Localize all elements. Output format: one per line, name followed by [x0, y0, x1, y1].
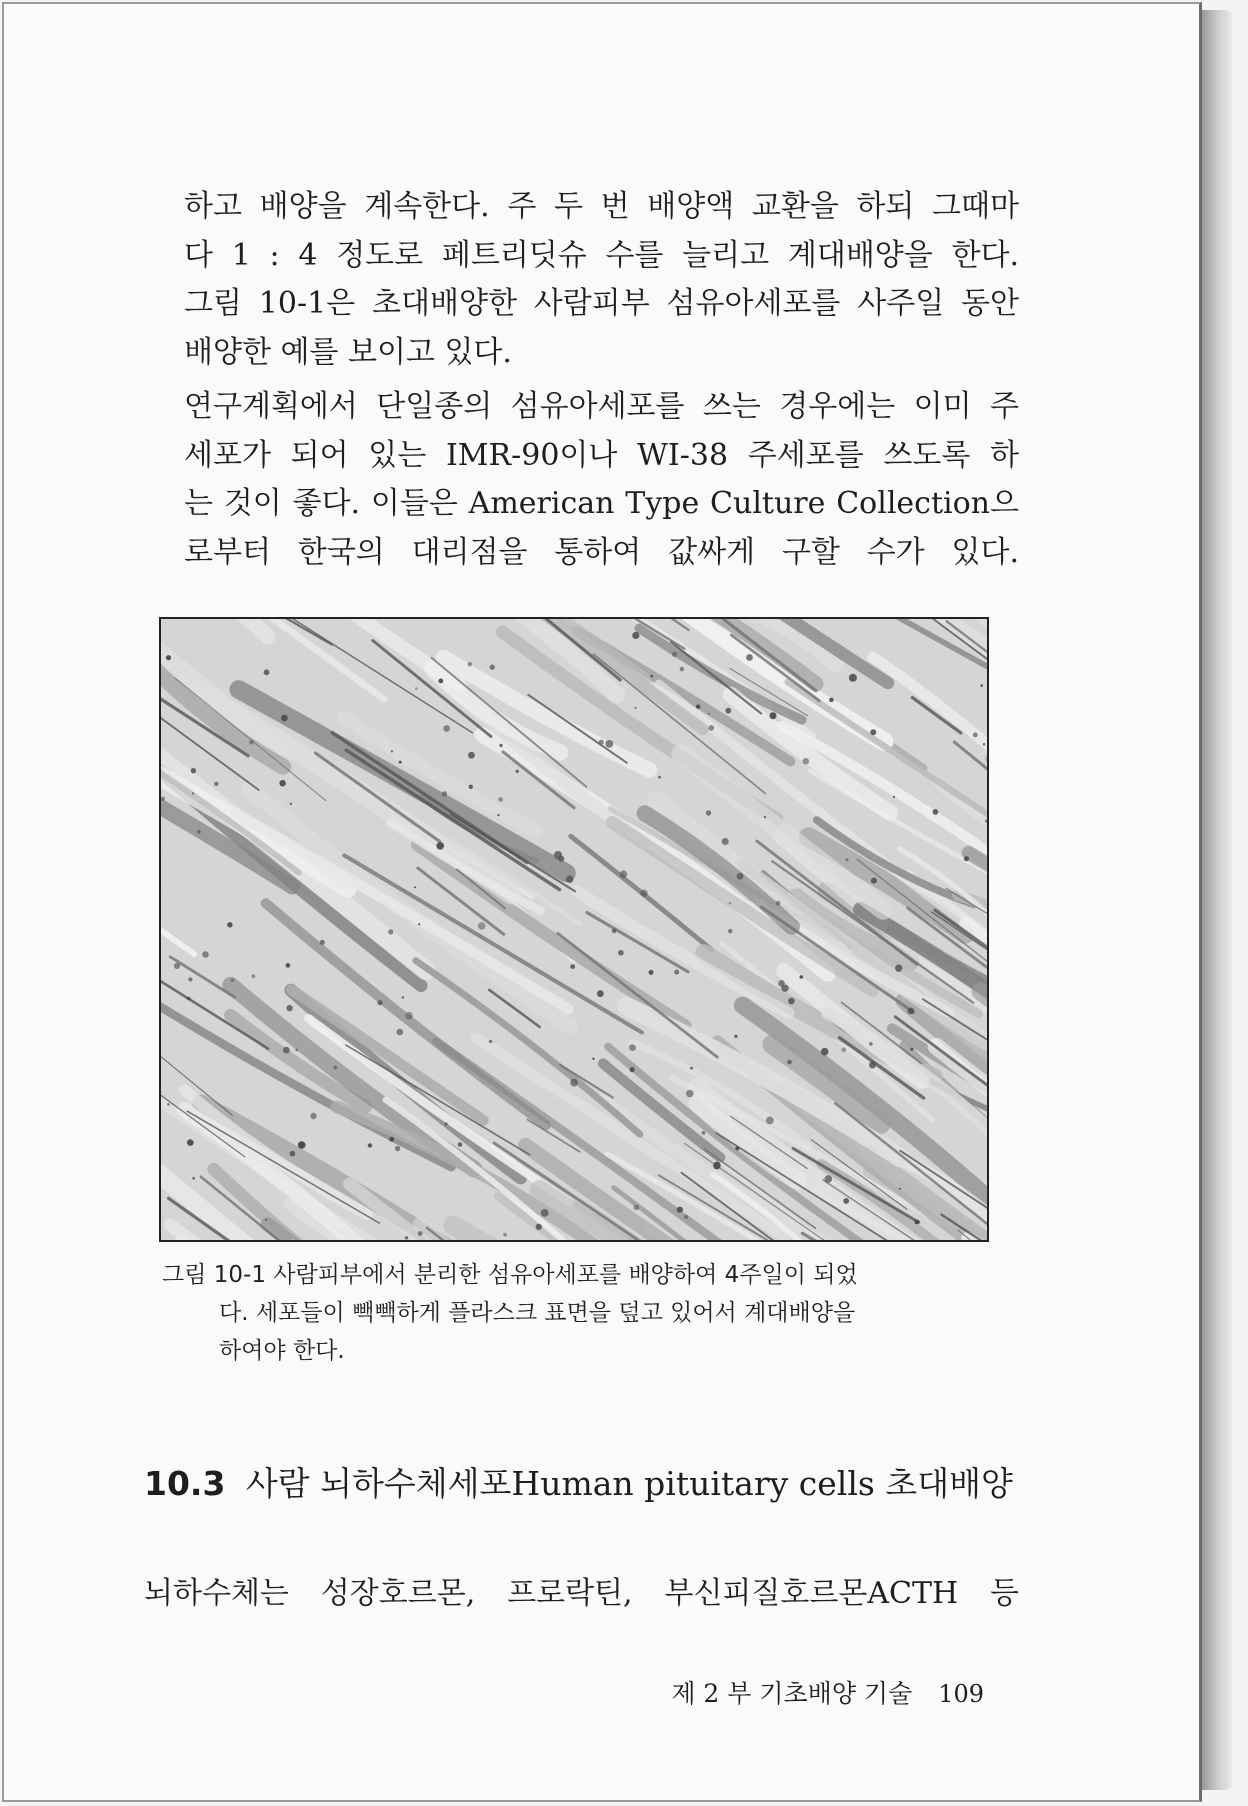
text-line: 그림 10-1은 초대배양한 사람피부 섬유아세포를 사주일 동안 [184, 286, 1019, 321]
section-title: 사람 뇌하수체세포Human pituitary cells 초대배양 [245, 1464, 1013, 1503]
text-line: 세포가 되어 있는 IMR-90이나 WI-38 주세포를 쓰도록 하 [184, 437, 1019, 473]
book-page [2, 2, 1202, 1802]
section-number: 10.3 [144, 1464, 226, 1503]
paragraph-2 [184, 383, 1019, 577]
footer-label: 제 2 부 기초배양 기술 [671, 1679, 913, 1708]
figure-caption [162, 1256, 1017, 1370]
text-line: 다 1 : 4 정도로 페트리딧슈 수를 늘리고 계대배양을 한다. [184, 237, 1019, 273]
text-line: 로부터 한국의 대리점을 통하여 값싸게 구할 수가 있다. [184, 534, 1019, 570]
text-line: 연구계획에서 단일종의 섬유아세포를 쓰는 경우에는 이미 주 [184, 389, 1019, 424]
micrograph-image [161, 619, 987, 1240]
page-number: 109 [938, 1680, 984, 1708]
figure-photo-fibroblasts [159, 617, 989, 1242]
caption-line: 다. 세포들이 빽빽하게 플라스크 표면을 덮고 있어서 계대배양을 [219, 1300, 856, 1326]
page-edge-shadow [1198, 10, 1232, 1790]
section-heading [144, 1462, 1024, 1506]
text-line: 하고 배양을 계속한다. 주 두 번 배양액 교환을 하되 그때마 [184, 189, 1019, 224]
text-line: 는 것이 좋다. 이들은 American Type Culture Collection으 [184, 486, 1019, 521]
body-text: 뇌하수체는 성장호르몬, 프로락틴, 부신피질호르몬ACTH 등 [144, 1576, 1019, 1611]
text-line: 배양한 예를 보이고 있다. [184, 334, 512, 370]
caption-line: 하여야 한다. [219, 1338, 345, 1364]
caption-line: 그림 10-1 사람피부에서 분리한 섬유아세포를 배양하여 4주일이 되었 [162, 1262, 858, 1288]
paragraph-1 [184, 183, 1019, 377]
page-footer [644, 1676, 984, 1712]
